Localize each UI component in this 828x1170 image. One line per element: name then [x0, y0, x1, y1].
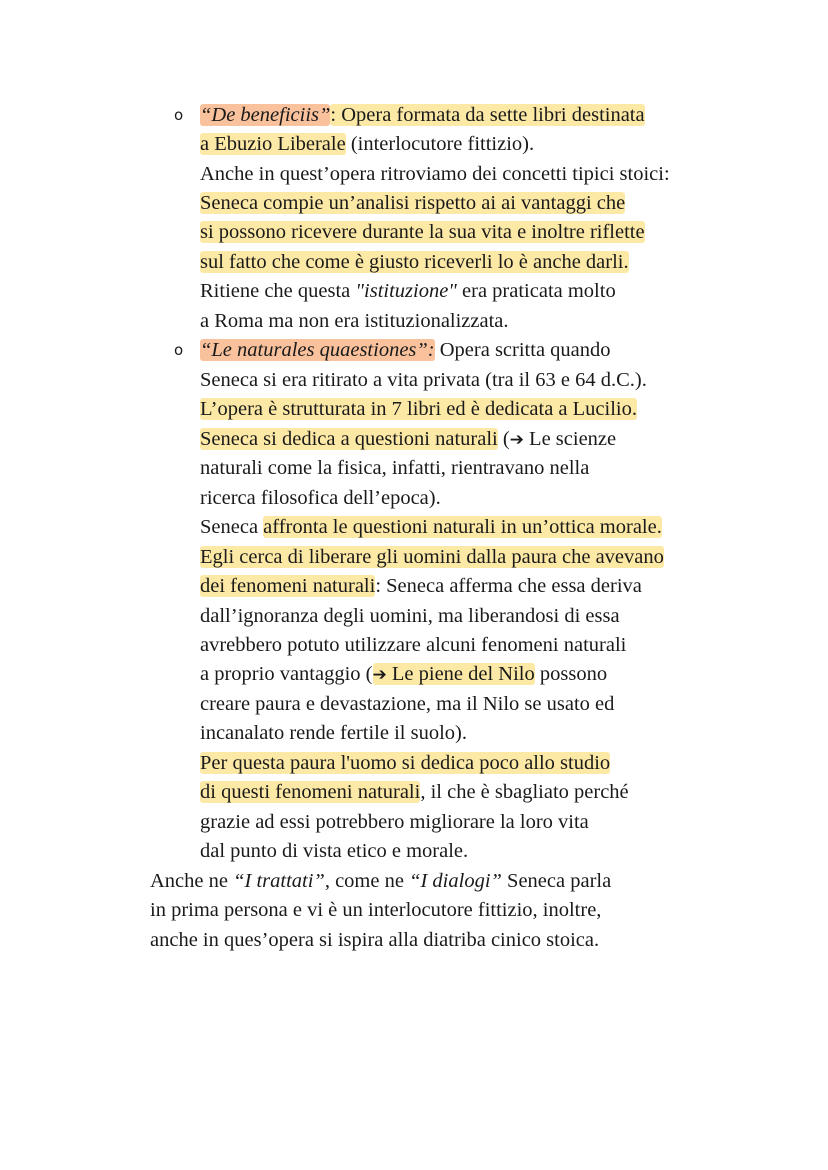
- section1-title: “De beneficiis”: [200, 104, 331, 126]
- section2-line-2: Seneca si era ritirato a vita privata (tra il 63 e 64 d.C.).: [200, 369, 647, 391]
- section2-line-18: dal punto di vista etico e morale.: [200, 840, 469, 862]
- section1-line-3: Anche in quest’opera ritroviamo dei concetti tipici stoici:: [200, 163, 670, 185]
- section2-line-1: “Le naturales quaestiones”: Opera scritta quando: [200, 339, 611, 361]
- section2-line-16: di questi fenomeni naturali, il che è sbagliato perché: [200, 781, 629, 803]
- section2-line-14: incanalato rende fertile il suolo).: [200, 722, 467, 744]
- bullet-de-beneficiis: o: [174, 106, 184, 124]
- section2-line-15: Per questa paura l'uomo si dedica poco allo studio: [200, 752, 611, 774]
- section2-line-9: dei fenomeni naturali: Seneca afferma che essa deriva: [200, 575, 642, 597]
- section2-line-4: Seneca si dedica a questioni naturali (➔ Le scienze: [200, 428, 617, 450]
- section1-line-8: a Roma ma non era istituzionalizzata.: [200, 310, 509, 332]
- arrow-icon: ➔: [509, 430, 524, 450]
- section2-line-13: creare paura e devastazione, ma il Nilo se usato ed: [200, 693, 615, 715]
- section2-line-8: Egli cerca di liberare gli uomini dalla paura che avevano: [200, 546, 664, 568]
- section1-line-1: “De beneficiis”: Opera formata da sette libri destinata: [200, 104, 645, 126]
- section2-line-7: Seneca affronta le questioni naturali in un’ottica morale.: [200, 516, 662, 538]
- bullet-naturales-quaestiones: o: [174, 341, 184, 359]
- conclusion-line-3: anche in ques’opera si ispira alla diatriba cinico stoica.: [150, 929, 600, 951]
- section2-line-10: dall’ignoranza degli uomini, ma liberandosi di essa: [200, 605, 620, 627]
- section2-line-11: avrebbero potuto utilizzare alcuni fenomeni naturali: [200, 634, 627, 656]
- section1-line-7: Ritiene che questa "istituzione" era praticata molto: [200, 280, 616, 302]
- conclusion-line-1: Anche ne “I trattati”, come ne “I dialogi” Seneca parla: [150, 870, 612, 892]
- conclusion-line-2: in prima persona e vi è un interlocutore fittizio, inoltre,: [150, 899, 602, 921]
- section1-line-2: a Ebuzio Liberale (interlocutore fittizio).: [200, 133, 535, 155]
- section2-line-5: naturali come la fisica, infatti, rientravano nella: [200, 457, 590, 479]
- section2-line-17: grazie ad essi potrebbero migliorare la loro vita: [200, 811, 589, 833]
- section1-line-5: si possono ricevere durante la sua vita e inoltre riflette: [200, 221, 645, 243]
- section2-title: “Le naturales quaestiones”:: [200, 339, 435, 361]
- section2-line-3: L’opera è strutturata in 7 libri ed è dedicata a Lucilio.: [200, 398, 637, 420]
- arrow-icon: ➔: [372, 665, 387, 685]
- section1-line-4: Seneca compie un’analisi rispetto ai ai vantaggi che: [200, 192, 626, 214]
- section2-line-12: a proprio vantaggio (➔ Le piene del Nilo possono: [200, 663, 608, 685]
- section1-line-6: sul fatto che come è giusto riceverli lo è anche darli.: [200, 251, 629, 273]
- section2-line-6: ricerca filosofica dell’epoca).: [200, 487, 441, 509]
